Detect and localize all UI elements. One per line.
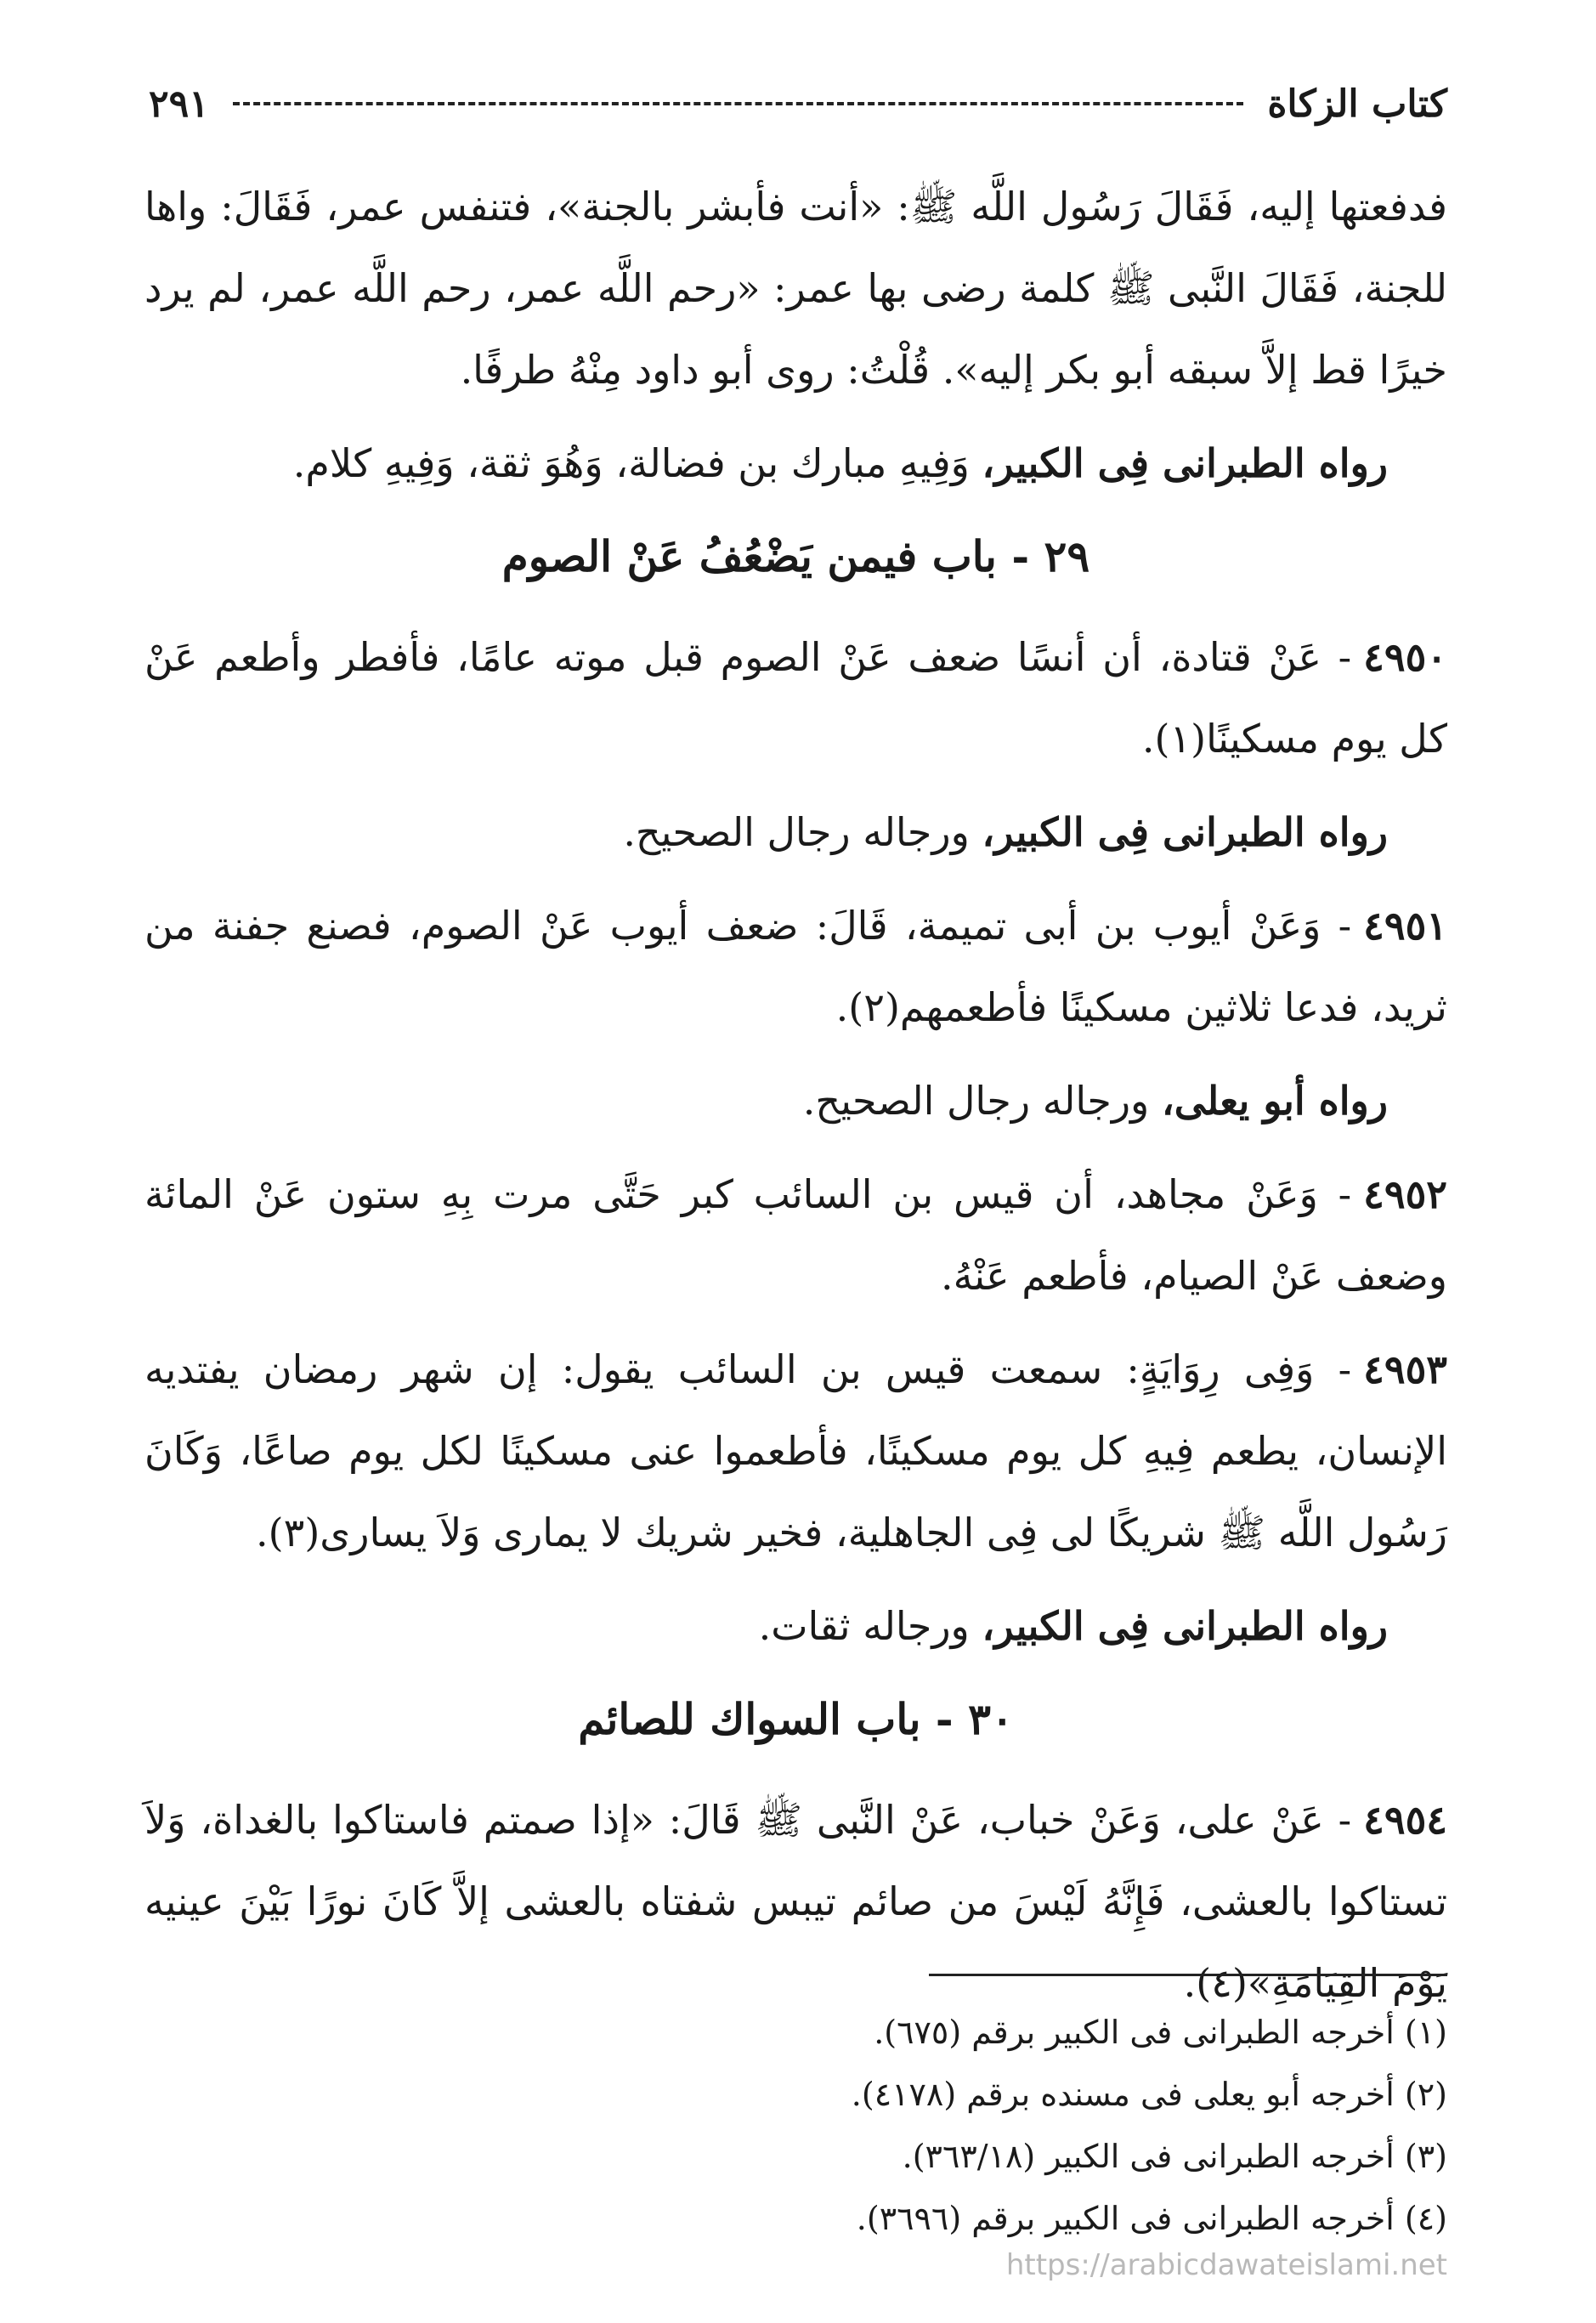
hadith-number: ٤٩٥٣ bbox=[1363, 1346, 1447, 1392]
hadith-paragraph bbox=[144, 166, 1447, 411]
source-attribution bbox=[144, 1060, 1447, 1142]
source-note: ورجاله رجال الصحيح. bbox=[802, 1078, 1162, 1124]
footnotes bbox=[425, 2002, 1447, 2250]
hadith-number: ٤٩٥٢ bbox=[1363, 1171, 1447, 1217]
hadith-number: ٤٩٥٠ bbox=[1363, 634, 1447, 680]
footnote-divider bbox=[929, 1974, 1447, 1976]
footnote-1: (١) أخرجه الطبرانى فى الكبير برقم (٦٧٥). bbox=[874, 2014, 1447, 2051]
source-book: رواه الطبرانى فِى الكبير، bbox=[982, 440, 1388, 486]
header-rule bbox=[233, 102, 1243, 105]
footnote-3: (٣) أخرجه الطبرانى فى الكبير (٣٦٣/١٨). bbox=[902, 2138, 1447, 2175]
source-note: ورجاله ثقات. bbox=[758, 1603, 982, 1649]
source-attribution bbox=[144, 1585, 1447, 1667]
hadith-paragraph bbox=[144, 1153, 1447, 1317]
source-book: رواه أبو يعلى، bbox=[1161, 1078, 1388, 1124]
source-note: وَفِيهِ مبارك بن فضالة، وَهُوَ ثقة، وَفِيهِ كلام. bbox=[292, 440, 982, 486]
hadith-paragraph bbox=[144, 1329, 1447, 1573]
source-note: ورجاله رجال الصحيح. bbox=[623, 809, 982, 855]
hadith-text: - عَنْ على، وَعَنْ خباب، عَنْ النَّبى ﷺ قَالَ: «إذا صمتم فاستاكوا بالغداة، وَلاَ تستاكوا بالعشى، فَإِنَّهُ لَيْسَ من صائم تيبس شفتاه بالعشى إلاَّ كَانَ نورًا بَيْنَ عينيه يَوْمَ القِيَامَةِ»(٤). bbox=[144, 1797, 1447, 2006]
source-book: رواه الطبرانى فِى الكبير، bbox=[982, 809, 1388, 855]
hadith-number: ٤٩٥٤ bbox=[1363, 1797, 1447, 1843]
watermark-url: https://arabicdawateislami.net bbox=[1005, 2248, 1447, 2282]
hadith-text: - وَفِى رِوَايَةٍ: سمعت قيس بن السائب يقول: إن شهر رمضان يفتديه الإنسان، يطعم فِيهِ كل يوم مسكينًا، فأطعموا عنى مسكينًا لكل يوم صاعًا، وَكَانَ رَسُول اللَّه ﷺ شريكًا لى فِى الجاهلية، فخير شريك لا يمارى وَلاَ يسارى(٣). bbox=[144, 1346, 1447, 1555]
hadith-paragraph bbox=[144, 616, 1447, 779]
hadith-text: - وَعَنْ مجاهد، أن قيس بن السائب كبر حَتَّى مرت بِهِ ستون عَنْ المائة وضعف عَنْ الصيام، فأطعم عَنْهُ. bbox=[144, 1171, 1447, 1299]
chapter-heading: ٣٠ - باب السواك للصائم bbox=[578, 1694, 1014, 1744]
hadith-text: فدفعتها إليه، فَقَالَ رَسُول اللَّه ﷺ: «أنت فأبشر بالجنة»، فتنفس عمر، فَقَالَ: واها للجنة، فَقَالَ النَّبى ﷺ كلمة رضى بها عمر: «رحم اللَّه عمر، رحم اللَّه عمر، لم يرد خيرًا قط إلاَّ سبقه أبو بكر إليه». قُلْتُ: روى أبو داود مِنْهُ طرفًا. bbox=[144, 184, 1447, 393]
source-book: رواه الطبرانى فِى الكبير، bbox=[982, 1603, 1388, 1649]
footnote-2: (٢) أخرجه أبو يعلى فى مسنده برقم (٤١٧٨). bbox=[851, 2076, 1447, 2113]
book-title: كتاب الزكاة bbox=[1267, 82, 1447, 126]
hadith-paragraph bbox=[144, 885, 1447, 1048]
page-number: ٢٩١ bbox=[149, 82, 209, 126]
source-attribution bbox=[144, 791, 1447, 873]
page-header bbox=[149, 70, 1447, 138]
footnote-4: (٤) أخرجه الطبرانى فى الكبير برقم (٣٦٩٦). bbox=[856, 2200, 1447, 2237]
hadith-paragraph bbox=[144, 1779, 1447, 2024]
source-attribution bbox=[144, 422, 1447, 504]
chapter-heading: ٢٩ - باب فيمن يَضْعُفُ عَنْ الصوم bbox=[501, 531, 1090, 581]
hadith-number: ٤٩٥١ bbox=[1363, 903, 1447, 949]
hadith-text: - عَنْ قتادة، أن أنسًا ضعف عَنْ الصوم قبل موته عامًا، فأفطر وأطعم عَنْ كل يوم مسكينًا(١). bbox=[144, 634, 1447, 762]
hadith-text: - وَعَنْ أيوب بن أبى تميمة، قَالَ: ضعف أيوب عَنْ الصوم، فصنع جفنة من ثريد، فدعا ثلاثين مسكينًا فأطعمهم(٢). bbox=[144, 903, 1447, 1030]
page-body bbox=[144, 166, 1447, 2036]
